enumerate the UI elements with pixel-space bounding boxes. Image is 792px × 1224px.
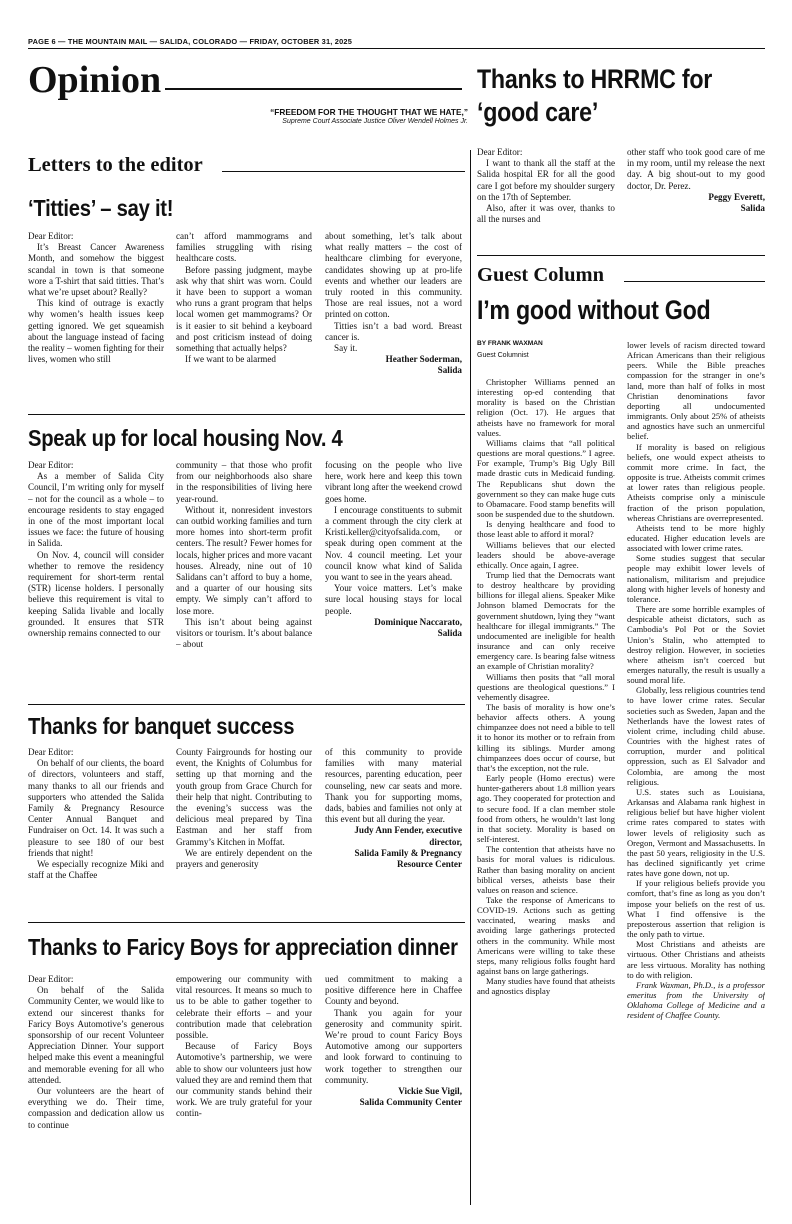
letter-signature: Resource Center [397, 859, 462, 870]
letter-housing-col-2 [176, 460, 312, 690]
divider [28, 704, 465, 705]
letter-paragraph: Dear Editor: [28, 974, 74, 984]
letter-housing-col-3 [325, 460, 462, 690]
letter-faricy-col-3 [325, 974, 462, 1174]
guest-headline: I’m good without God [477, 295, 711, 325]
letter-signature: Salida [437, 365, 462, 376]
letter-housing-col-1 [28, 460, 164, 690]
letter-paragraph: It’s Breast Cancer Awareness Month, and somehow the biggest scandal in town is that someone wore a T-shirt that said titties. That’s what we’re upset about? Really? [28, 242, 164, 298]
guest-paragraph: lower levels of racism directed toward African Americans than their religious peers. While the Bible preaches compassion for the stranger in one’s land, more than half of folks in most Christian denominations favor deporting all undocumented immigrants. Only about 25% of atheists and agnostics have such an unmerciful belief. [627, 340, 765, 442]
letter-paragraph: On behalf of the Salida Community Center, we would like to extend our sincerest thanks for Faricy Boys Automotive’s generous sponsorship of our recent Volunteer Appreciation Dinner. Your support helped make this event a meaningful and memorable evening for all who attended. [28, 985, 164, 1085]
letter-banquet-col-2 [176, 747, 312, 907]
letter-paragraph: This kind of outrage is exactly why women’s health issues keep getting ignored. We get squeamish about the language instead of facing the reality – women fighting for their lives, women who still [28, 298, 164, 365]
guest-role: Guest Columnist [477, 352, 529, 359]
letter-titties-col-1 [28, 231, 164, 399]
guest-author-bio: Frank Waxman, Ph.D., is a professor emeritus from the University of Oklahoma College of Medicine and a resident of Chaffee County. [627, 979, 765, 1021]
guest-paragraph: If morality is based on religious beliefs, one would expect atheists to commit more crime. In fact, the opposite is true. Atheists commit crimes at lower rates than religious people. Atheists comprise only a miniscule fraction of the prison population, whereas Christians are overrepresented. [627, 441, 765, 523]
masthead-rule [165, 88, 462, 90]
letter-paragraph: Your voice matters. Let’s make sure local housing stays for local people. [325, 583, 462, 616]
guest-byline: BY FRANK WAXMAN [477, 340, 543, 347]
guest-paragraph: Christopher Williams penned an interesting op-ed contending that morality is based on the Christian religion (Oct. 17). He argues that atheists have no framework for moral values. [477, 377, 615, 438]
guest-paragraph: Globally, less religious countries tend to have lower crime rates. Secular societies such as Sweden, Japan and the Netherlands have the lowest rates of violent crime, including child abuse. Countries with the highest rates of corruption, murder and political oppression, such as El Salvador and Colombia, are among the most religious. [627, 685, 765, 787]
column-separator [470, 150, 471, 1205]
guest-paragraph: Most Christians and atheists are virtuous. Other Christians and atheists are less virtuous. Morality has nothing to do with religion. [627, 939, 765, 980]
letter-banquet-headline: Thanks for banquet success [28, 713, 295, 739]
letter-hrrmc-headline-line1: Thanks to HRRMC for [477, 64, 713, 94]
letter-faricy-headline: Thanks to Faricy Boys for appreciation dinner [28, 934, 458, 960]
section-guest-rule [624, 281, 765, 282]
top-rule [28, 48, 765, 49]
letter-signature: Dominique Naccarato, [374, 616, 462, 627]
letter-signature: Vickie Sue Vigil, [398, 1086, 462, 1097]
section-letters-heading: Letters to the editor [28, 154, 203, 176]
letter-hrrmc-headline-line2: ‘good care’ [477, 97, 599, 127]
letter-paragraph: Also, after it was over, thanks to all the nurses and [477, 203, 615, 225]
letter-paragraph: Dear Editor: [28, 747, 74, 757]
letter-paragraph: Before passing judgment, maybe ask why that shirt was worn. Could it have been to support a woman who runs a grant program that helps local women get mammograms? Or is it easier to sit behind a keyboard and post criticism instead of doing something that actually helps? [176, 264, 312, 354]
letter-paragraph: This isn’t about being against visitors or tourism. It’s about balance – about [176, 616, 312, 650]
guest-paragraph: If your religious beliefs provide you comfort, that’s fine as long as you don’t impose your beliefs on the rest of us. What I find offensive is the preposterous assertion that religion is the only path to virtue. [627, 878, 765, 940]
guest-paragraph: Williams then posits that “all moral questions are theological questions.” I vehemently disagree. [477, 671, 615, 702]
letter-paragraph: of this community to provide families with many material resources, parenting education, peer counseling, new car seats and more. Thank you for supporting moms, dads, babies and families not only at this event but all during the year. [325, 747, 462, 825]
letter-paragraph: I encourage constituents to submit a comment through the city clerk at Kristi.keller@cityofsalida.com, or speak during open comment at the Nov. 4 council meeting. Let your council know what kind of Salida you want to see in the years ahead. [325, 504, 462, 583]
divider [28, 922, 465, 923]
letter-paragraph: Dear Editor: [477, 147, 523, 157]
letter-paragraph: community – that those who profit from our neighborhoods also share in the responsibilities of living here year-round. [176, 460, 312, 504]
guest-paragraph: Is denying healthcare and food to those least able to afford it moral? [477, 519, 615, 540]
guest-paragraph: The contention that atheists have no basis for moral values is ridiculous. Rather than basing morality on ancient biblical verses, atheists base their values on reason and science. [477, 844, 615, 895]
letter-hrrmc-col-2 [627, 147, 765, 247]
letter-paragraph: about something, let’s talk about what really matters – the cost of healthcare climbing for everyone, candidates showing up at pro-life events and whether our leaders are truly rooted in this community. Those are real issues, not a word printed on cotton. [325, 231, 462, 320]
letter-faricy-col-2 [176, 974, 312, 1174]
guest-col-2 [627, 340, 765, 1192]
letter-paragraph: On Nov. 4, council will consider whether to remove the residency requirement for short-term rental (STR) license holders. I personally believe this requirement is vital to keeping Salida livable and locally grounded. It ensures that STR ownership remains connected to our [28, 549, 164, 639]
letter-banquet-col-3 [325, 747, 462, 907]
letter-hrrmc-col-1 [477, 147, 615, 247]
guest-col-1 [477, 377, 615, 1179]
page-folio: PAGE 6 — THE MOUNTAIN MAIL — SALIDA, COLORADO — FRIDAY, OCTOBER 31, 2025 [28, 37, 353, 46]
letter-faricy-col-1 [28, 974, 164, 1174]
letter-paragraph: Dear Editor: [28, 231, 74, 241]
guest-paragraph: Trump lied that the Democrats want to destroy healthcare by providing billions for illegal aliens. Speaker Mike Johnson blamed Democrats for the government shutdown, lying they “want healthcare for illegal immigrants.” The undocumented are ineligible for health insurance and can only receive emergency care. Is bearing false witness an example of Christian morality? [477, 569, 615, 672]
guest-paragraph: U.S. states such as Louisiana, Arkansas and Alabama rank highest in religious belief but have higher violent crime rates compared to states with lower levels of religiosity such as Oregon, Vermont and Massachusetts. In the past 50 years, religiosity in the U.S. has declined significantly yet crime rates have gone down, not up. [627, 786, 765, 879]
letter-paragraph: We are entirely dependent on the prayers and generosity [176, 847, 312, 870]
letter-paragraph: Our volunteers are the heart of everything we do. Their time, compassion and dedication allow us to continue [28, 1086, 164, 1130]
letter-signature: Heather Soderman, [385, 354, 462, 365]
letter-signature: Salida [740, 203, 765, 214]
guest-paragraph: Many studies have found that atheists and agnostics display [477, 976, 615, 997]
guest-paragraph: Take the response of Americans to COVID-19. Actions such as getting vaccinated, wearing masks and avoiding large gatherings protected others in the community. While most Americans were willing to take these steps, many religious folks fought hard against bans on large gatherings. [477, 894, 615, 977]
guest-paragraph: Williams claims that “all political questions are moral questions.” I agree. For example, Trump’s Big Ugly Bill made drastic cuts in Medicaid funding. The Republicans shut down the government so they can make huge cuts to Obamacare. Food stamp benefits will soon be suspended due to the shutdown. [477, 437, 615, 520]
letter-paragraph: If we want to be alarmed [185, 354, 276, 365]
letter-paragraph: Say it. [334, 343, 358, 354]
guest-paragraph: Some studies suggest that secular people may exhibit lower levels of nationalism, militarism and prejudice along with higher levels of honesty and tolerance. [627, 553, 765, 604]
letter-paragraph: Thank you again for your generosity and community spirit. We’re proud to count Faricy Boys Automotive among our supporters and look forward to continuing to work together to strengthen our community. [325, 1007, 462, 1085]
letter-paragraph: We especially recognize Miki and staff at the Chaffee [28, 859, 164, 881]
guest-paragraph: Atheists tend to be more highly educated. Higher education levels are associated with lower crime rates. [627, 522, 765, 554]
letter-paragraph: I want to thank all the staff at the Salida hospital ER for all the good care I got before my shoulder surgery on the 17th of September. [477, 158, 615, 202]
letter-housing-headline: Speak up for local housing Nov. 4 [28, 425, 343, 451]
letter-titties-col-2 [176, 231, 312, 399]
letter-titties-col-3 [325, 231, 462, 403]
letter-paragraph: other staff who took good care of me in my room, until my release the next day. A big shout-out to my good doctor, Dr. Perez. [627, 147, 765, 191]
page-title: Opinion [28, 59, 162, 101]
letter-paragraph: Because of Faricy Boys Automotive’s partnership, we were able to show our volunteers just how valued they are and remind them that our community stands behind their work. We are truly grateful for your contin- [176, 1041, 312, 1119]
masthead-attribution: Supreme Court Associate Justice Oliver Wendell Holmes Jr. [282, 118, 468, 125]
guest-paragraph: The basis of morality is how one’s behavior affects others. A young chimpanzee does not need a bible to tell it to honor its mother or to refrain from killing its siblings. Murder among chimpanzees does occur of course, but that’s the exception, not the rule. [477, 702, 615, 773]
letter-paragraph: On behalf of our clients, the board of directors, volunteers and staff, many thanks to all our friends and supporters who attended the Salida Family & Pregnancy Resource Center Annual Banquet and Fundraiser on Oct. 14. It was such a pleasure to see 180 of our best friends that night! [28, 758, 164, 858]
letter-paragraph: focusing on the people who live here, work here and keep this town vibrant long after the weekend crowd goes home. [325, 460, 462, 504]
letter-signature: Salida Family & Pregnancy [354, 847, 462, 858]
letter-paragraph: As a member of Salida City Council, I’m writing only for myself – not for the council as a whole – to encourage residents to stay engaged in one of the most important local issues we face: the future of housing in Salida. [28, 471, 164, 549]
letter-paragraph: Dear Editor: [28, 460, 74, 470]
letter-signature: director, [429, 836, 462, 847]
letter-paragraph: ued commitment to making a positive difference here in Chaffee County and beyond. [325, 974, 462, 1007]
letter-paragraph: can’t afford mammograms and families struggling with rising healthcare costs. [176, 231, 312, 264]
guest-paragraph: Williams believes that our elected leaders should be above-average ethically. Once again, I agree. [477, 539, 615, 570]
section-guest-heading: Guest Column [477, 264, 605, 286]
letter-paragraph: Without it, nonresident investors can outbid working families and turn more homes into short-term profit centers. The result? Fewer homes for locals, higher prices and more vacant houses. Already, nine out of 10 Salidans can’t afford to buy a home, and a quarter of our housing sits empty. We simply can’t afford to lose more. [176, 504, 312, 616]
letter-signature: Judy Ann Fender, executive [354, 825, 462, 836]
divider [28, 414, 465, 415]
section-letters-rule [222, 171, 465, 172]
letter-signature: Peggy Everett, [708, 191, 765, 202]
letter-signature: Salida [437, 628, 462, 639]
letter-signature: Salida Community Center [359, 1097, 462, 1108]
masthead-quote: “FREEDOM FOR THE THOUGHT THAT WE HATE,” [270, 107, 468, 117]
letter-paragraph: empowering our community with vital resources. It means so much to us to be able to gather together to celebrate their efforts – and your contribution made that celebration possible. [176, 974, 312, 1041]
guest-paragraph: There are some horrible examples of despicable atheist dictators, such as Cambodia’s Pol Pot or the Soviet Union’s Stalin, who attempted to destroy religion. However, in societies where atheism isn’t coerced but emerges naturally, the result is usually a sound moral life. [627, 604, 765, 686]
letter-titties-headline: ‘Titties’ – say it! [28, 195, 174, 221]
divider [477, 255, 765, 256]
letter-banquet-col-1 [28, 747, 164, 907]
letter-paragraph: Titties isn’t a bad word. Breast cancer is. [325, 320, 462, 342]
letter-paragraph: County Fairgrounds for hosting our event, the Knights of Columbus for setting up that morning and the youth group from Grace Church for their help that night. Contributing to the evening’s success was the delicious meal prepared by Tina Eastman and her staff from Grammy’s Kitchen in Moffat. [176, 747, 312, 847]
guest-paragraph: Early people (Homo erectus) were hunter-gatherers about 1.8 million years ago. They cooperated for protection and to secure food. If a clan member stole food from others, he wouldn’t last long in that society. Morality is based on self-interest. [477, 773, 615, 845]
